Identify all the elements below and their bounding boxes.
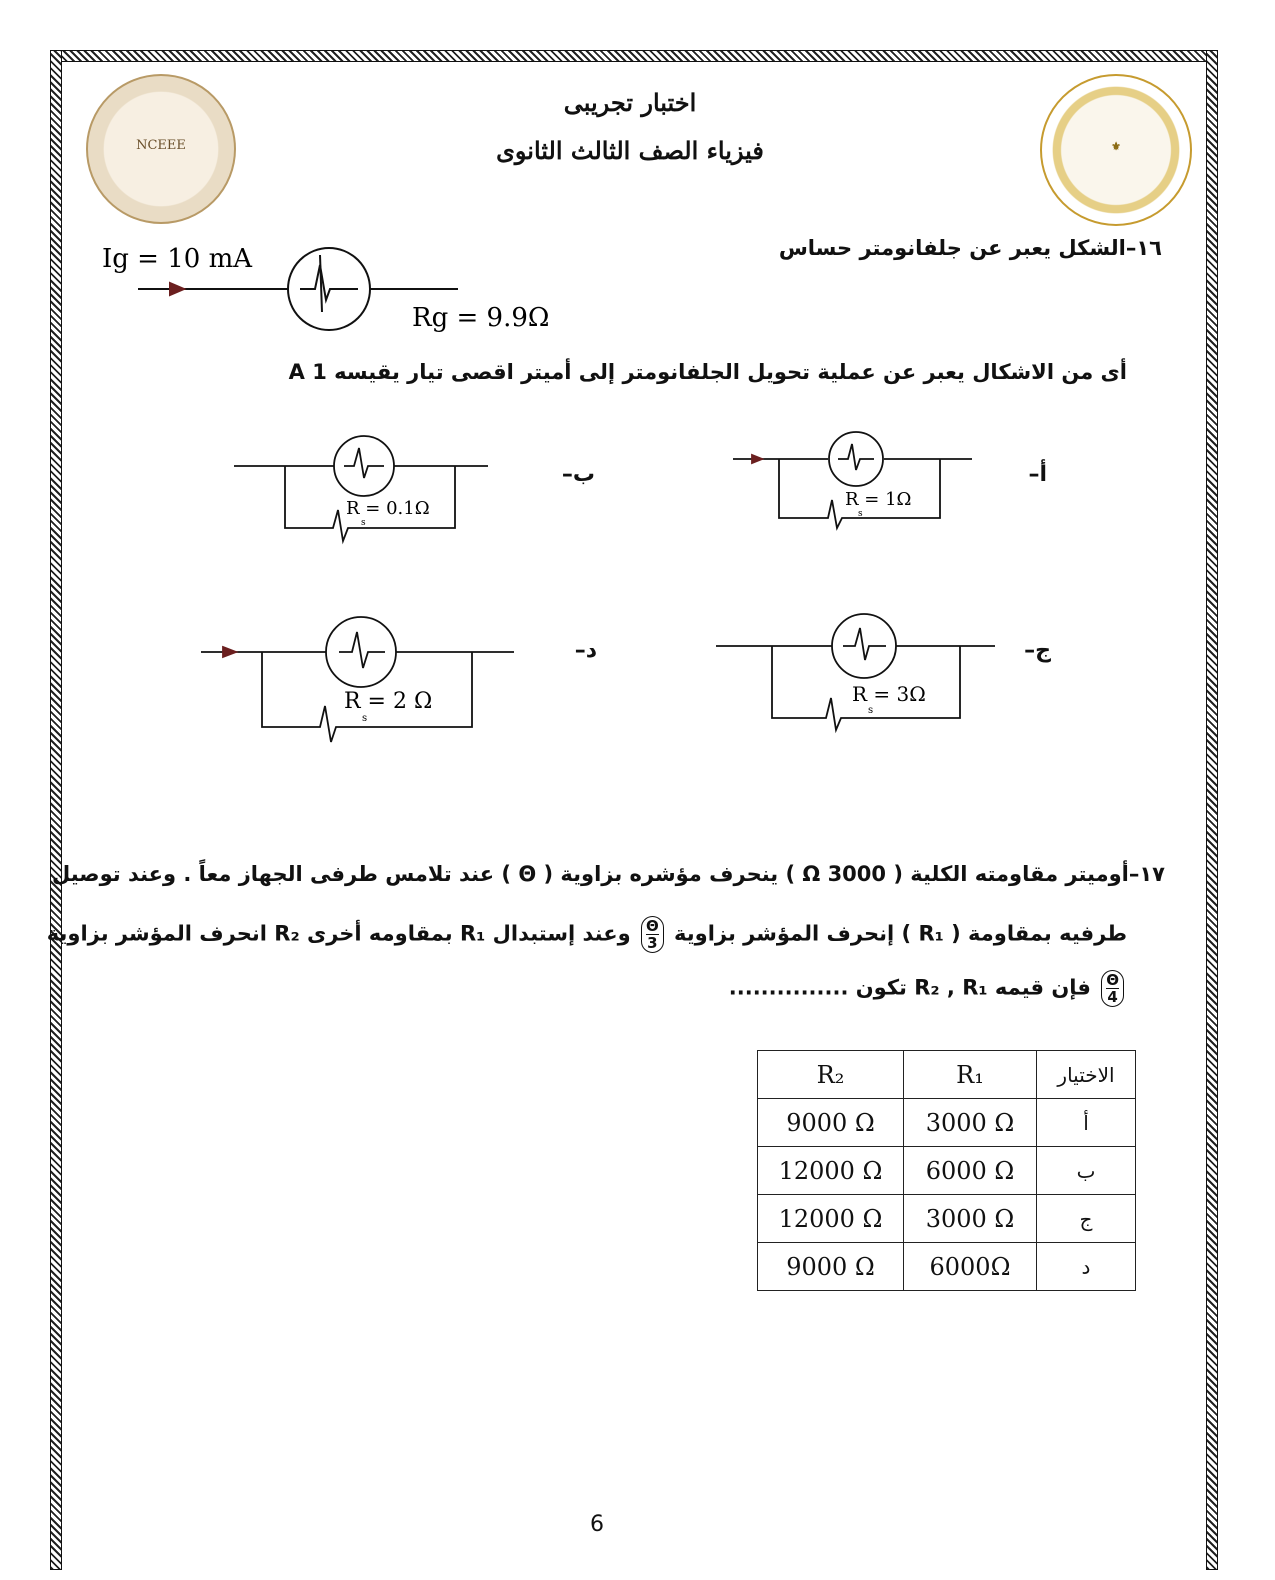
q16-stem: ١٦–الشكل يعبر عن جلفانومتر حساس <box>778 236 1162 260</box>
option-b-label: ب– <box>561 462 595 487</box>
q16-question: أى من الاشكال يعبر عن عملية تحويل الجلفانومتر إلى أميتر اقصى تيار يقيسه 1 A <box>288 360 1127 384</box>
fraction-num: Θ <box>645 917 659 935</box>
option-a-circuit <box>733 432 972 528</box>
q17-line1: ١٧–أوميتر مقاومته الكلية ( 3000 Ω ) ينحرف مؤشره بزاوية ( Θ ) عند تلامس طرفى الجهاز معاً . وعند توصيل <box>51 862 1165 886</box>
cell-option: أ <box>1037 1099 1136 1147</box>
option-d-circuit <box>201 617 514 742</box>
cell-r2: 12000 Ω <box>758 1147 904 1195</box>
cell-r1: 3000 Ω <box>904 1195 1037 1243</box>
table-row <box>758 1147 1136 1195</box>
header-r1: R₁ <box>904 1051 1037 1099</box>
ig-label: Ig = 10 mA <box>102 244 253 274</box>
table-row <box>758 1243 1136 1291</box>
exam-title: اختبار تجريبى <box>563 88 697 117</box>
q17-line2-a: طرفيه بمقاومة ( R₁ ) إنحرف المؤشر بزاوية <box>674 921 1127 946</box>
option-a-label: أ– <box>1028 462 1047 487</box>
cell-r2: 9000 Ω <box>758 1099 904 1147</box>
q17-line2 <box>47 916 1127 953</box>
cell-option: د <box>1037 1243 1136 1291</box>
rg-label: Rg = 9.9Ω <box>412 303 550 333</box>
table-row <box>758 1099 1136 1147</box>
header-r2: R₂ <box>758 1051 904 1099</box>
fraction-theta-4 <box>1101 970 1124 1007</box>
fraction-theta-3 <box>641 916 664 953</box>
exam-subtitle: فيزياء الصف الثالث الثانوى <box>496 136 764 165</box>
cell-r2: 12000 Ω <box>758 1195 904 1243</box>
cell-r2: 9000 Ω <box>758 1243 904 1291</box>
q17-line3-a: فإن قيمه R₂ , R₁ تكون ............... <box>728 975 1091 1000</box>
cell-option: ج <box>1037 1195 1136 1243</box>
option-a-rs-sub: s <box>858 509 863 519</box>
cell-r1: 3000 Ω <box>904 1099 1037 1147</box>
cell-r1: 6000 Ω <box>904 1147 1037 1195</box>
nceee-logo-text: NCEEE <box>136 138 186 153</box>
option-d-label: د– <box>574 638 597 663</box>
fraction-den: 4 <box>1107 988 1118 1006</box>
table-header-row <box>758 1051 1136 1099</box>
cell-option: ب <box>1037 1147 1136 1195</box>
q17-line3 <box>729 970 1127 1007</box>
option-c-rs: R = 3Ω <box>852 682 926 706</box>
option-d-rs-sub: s <box>362 713 368 724</box>
option-c-label: ج– <box>1024 638 1051 663</box>
header-option: الاختيار <box>1037 1051 1136 1099</box>
fraction-den: 3 <box>647 934 658 952</box>
q17-line2-b: وعند إستبدال R₁ بمقاومه أخرى R₂ انحرف المؤشر بزاوية <box>46 921 631 946</box>
page-number: 6 <box>590 1512 604 1537</box>
cell-r1: 6000Ω <box>904 1243 1037 1291</box>
ministry-logo-text: ⚜ <box>1111 140 1121 153</box>
option-b-rs: R = 0.1Ω <box>346 498 430 519</box>
table-row <box>758 1195 1136 1243</box>
option-c-circuit <box>716 614 995 730</box>
option-d-rs: R = 2 Ω <box>344 689 433 714</box>
fraction-num: Θ <box>1106 971 1119 989</box>
q17-answer-table <box>757 1050 1136 1291</box>
option-c-rs-sub: s <box>868 705 874 716</box>
option-b-rs-sub: s <box>361 518 366 528</box>
option-a-rs: R = 1Ω <box>845 489 912 510</box>
